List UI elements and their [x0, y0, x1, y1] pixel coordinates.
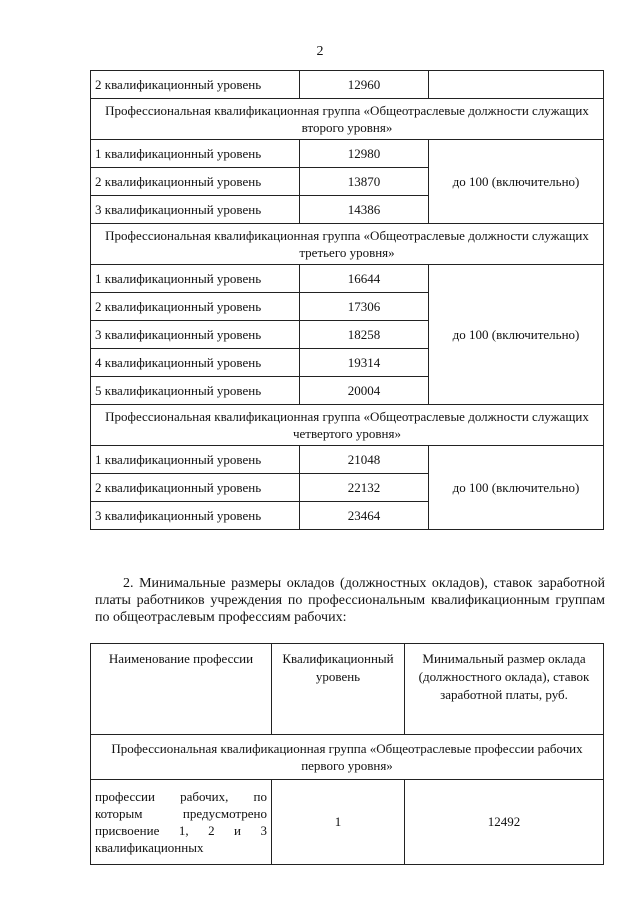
level-cell: 5 квалификационный уровень — [91, 377, 300, 405]
level-cell: 3 квалификационный уровень — [91, 321, 300, 349]
level-cell: 1 квалификационный уровень — [91, 446, 300, 474]
header-level: Квалификационный уровень — [272, 644, 405, 735]
salary-cell: 18258 — [300, 321, 429, 349]
level-cell: 2 квалификационный уровень — [91, 293, 300, 321]
header-salary: Минимальный размер оклада (должностного оклада), ставок заработной платы, руб. — [405, 644, 604, 735]
salary-cell: 13870 — [300, 168, 429, 196]
group-title: Профессиональная квалификационная группа «Общеотраслевые должности служащих второго уровня» — [91, 99, 604, 140]
level-cell: 1 квалификационный уровень — [91, 265, 300, 293]
percent-cell: до 100 (включительно) — [429, 446, 604, 530]
paragraph-text: 2. Минимальные размеры окладов (должностных окладов), ставок заработной платы работников учреждения по профессиональным квалификационным группам по общеотраслевым профессиям рабочих: — [95, 576, 605, 625]
salary-table-employees — [90, 70, 604, 530]
table-row — [91, 446, 604, 474]
percent-cell: до 100 (включительно) — [429, 265, 604, 405]
group-header-row — [91, 405, 604, 446]
salary-table-workers — [90, 643, 604, 865]
group-title: Профессиональная квалификационная группа «Общеотраслевые должности служащих четвертого уровня» — [91, 405, 604, 446]
salary-cell: 21048 — [300, 446, 429, 474]
profession-name: профессии рабочих, по которым предусмотрено присвоение 1, 2 и 3 квалификационных — [95, 789, 267, 855]
level-cell: 3 квалификационный уровень — [91, 196, 300, 224]
salary-cell: 19314 — [300, 349, 429, 377]
group-title: Профессиональная квалификационная группа «Общеотраслевые должности служащих третьего уровня» — [91, 224, 604, 265]
salary-cell: 12960 — [300, 71, 429, 99]
header-profession: Наименование профессии — [91, 644, 272, 735]
level-cell: 1 квалификационный уровень — [91, 140, 300, 168]
percent-cell — [429, 71, 604, 99]
salary-cell: 23464 — [300, 502, 429, 530]
level-cell: 4 квалификационный уровень — [91, 349, 300, 377]
level-cell: 1 — [272, 780, 405, 865]
table-row — [91, 140, 604, 168]
level-cell: 3 квалификационный уровень — [91, 502, 300, 530]
salary-cell: 20004 — [300, 377, 429, 405]
salary-cell: 14386 — [300, 196, 429, 224]
salary-cell: 17306 — [300, 293, 429, 321]
percent-cell: до 100 (включительно) — [429, 140, 604, 224]
table-row — [91, 265, 604, 293]
salary-cell: 16644 — [300, 265, 429, 293]
level-cell: 2 квалификационный уровень — [91, 474, 300, 502]
salary-cell: 12980 — [300, 140, 429, 168]
header-row — [91, 644, 604, 735]
profession-cell — [91, 780, 272, 865]
group-title: Профессиональная квалификационная группа «Общеотраслевые профессии рабочих первого уровня» — [91, 735, 604, 780]
salary-cell: 22132 — [300, 474, 429, 502]
group-header-row — [91, 224, 604, 265]
paragraph-workers-salaries — [95, 575, 605, 626]
table-row — [91, 71, 604, 99]
salary-cell: 12492 — [405, 780, 604, 865]
table-row — [91, 780, 604, 865]
group-header-row — [91, 99, 604, 140]
page-number: 2 — [316, 44, 324, 59]
group-header-row — [91, 735, 604, 780]
level-cell: 2 квалификационный уровень — [91, 71, 300, 99]
level-cell: 2 квалификационный уровень — [91, 168, 300, 196]
